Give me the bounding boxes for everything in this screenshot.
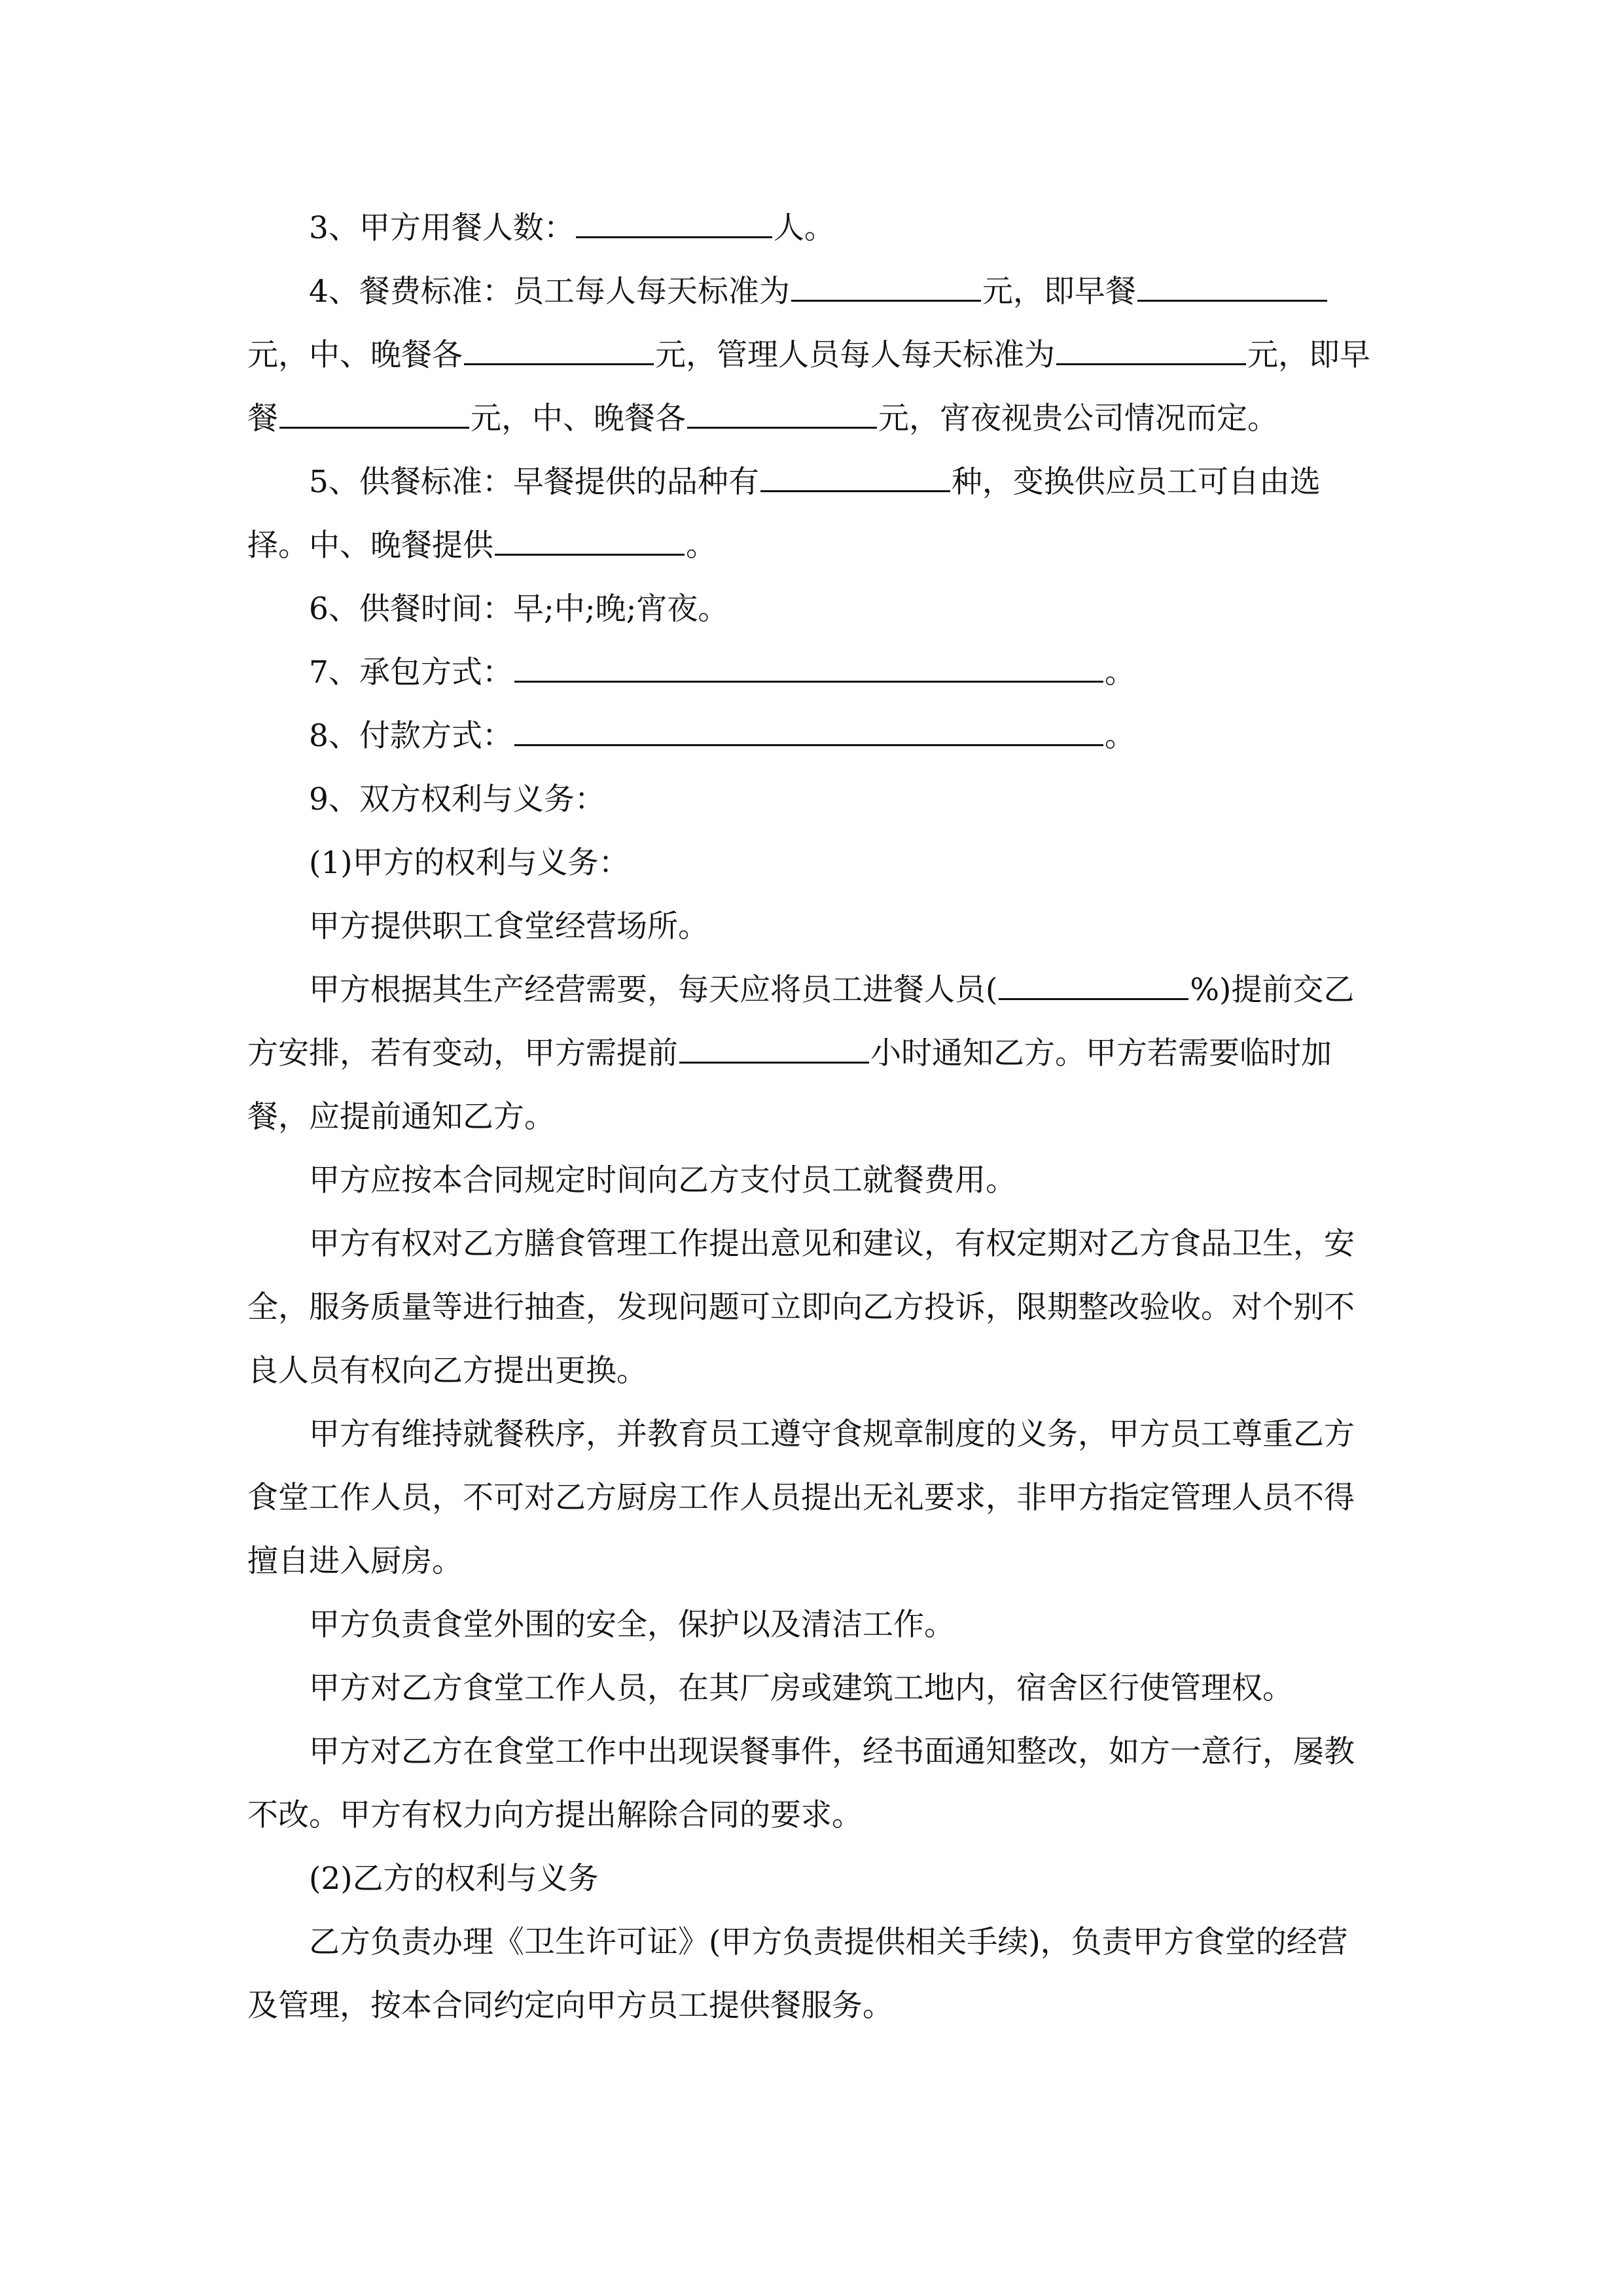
paragraph-7-contract-method: 7、承包方式： 。 bbox=[247, 641, 1376, 704]
party-a-clause: 甲方有权对乙方膳食管理工作提出意见和建议，有权定期对乙方食品卫生，安全，服务质量等进行抽查，发现问题可立即向乙方投诉，限期整改验收。对个别不良人员有权向乙方提出更换。 bbox=[247, 1226, 1355, 1389]
staff-daily-fee-blank[interactable] bbox=[791, 269, 981, 302]
staff-lunch-dinner-fee-blank[interactable] bbox=[464, 332, 654, 365]
manager-breakfast-fee-blank[interactable] bbox=[279, 396, 469, 429]
party-a-heading: (1)甲方的权利与义务： bbox=[309, 845, 630, 881]
party-a-clause: 甲方有维持就餐秩序，并教育员工遵守食规章制度的义务，甲方员工尊重乙方食堂工作人员，不可对乙方厨房工作人员提出无礼要求，非甲方指定管理人员不得擅自进入厨房。 bbox=[247, 1416, 1355, 1579]
lunch-dinner-provision-blank[interactable] bbox=[495, 523, 685, 556]
paragraph-5-supply-standard: 5、供餐标准：早餐提供的品种有 种，变换供应员工可自由选择。中、晚餐提供 。 bbox=[247, 450, 1376, 577]
document-body bbox=[247, 196, 1376, 2037]
manager-lunch-dinner-fee-blank[interactable] bbox=[687, 396, 877, 429]
party-a-clause: 甲方对乙方食堂工作人员，在其厂房或建筑工地内，宿舍区行使管理权。 bbox=[309, 1670, 1293, 1706]
breakfast-varieties-blank[interactable] bbox=[760, 459, 950, 492]
notice-hours-blank[interactable] bbox=[679, 1031, 869, 1064]
party-a-clause: 甲方应按本合同规定时间向乙方支付员工就餐费用。 bbox=[309, 1162, 1016, 1198]
party-b-clause: 乙方负责办理《卫生许可证》(甲方负责提供相关手续)，负责甲方食堂的经营及管理，按本合同约定向甲方员工提供餐服务。 bbox=[247, 1924, 1348, 2024]
diner-count-blank[interactable] bbox=[576, 206, 772, 238]
contract-method-blank[interactable] bbox=[514, 650, 1103, 683]
manager-daily-fee-blank[interactable] bbox=[1056, 332, 1246, 365]
paragraph-8-payment-method: 8、付款方式： 。 bbox=[247, 704, 1376, 768]
paragraph-4-meal-fee: 4、餐费标准：员工每人每天标准为 元，即早餐元，中、晚餐各 元，管理人员每人每天标准为 元，即早餐 元，中、晚餐各 元，宵夜视贵公司情况而定。 bbox=[247, 260, 1376, 450]
staff-breakfast-fee-blank[interactable] bbox=[1137, 269, 1327, 302]
paragraph-9-rights-obligations: 9、双方权利与义务： bbox=[309, 781, 605, 817]
party-a-clause: 甲方提供职工食堂经营场所。 bbox=[309, 908, 709, 944]
party-a-clause: 甲方根据其生产经营需要，每天应将员工进餐人员( %)提前交乙方安排，若有变动，甲方需提前 小时通知乙方。甲方若需要临时加餐，应提前通知乙方。 bbox=[247, 958, 1376, 1149]
payment-method-blank[interactable] bbox=[514, 713, 1103, 746]
paragraph-3-diners: 3、甲方用餐人数： 人。 bbox=[247, 196, 1376, 260]
party-a-clause: 甲方负责食堂外围的安全，保护以及清洁工作。 bbox=[309, 1607, 955, 1643]
party-a-clause: 甲方对乙方在食堂工作中出现误餐事件，经书面通知整改，如方一意行，屡教不改。甲方有权力向方提出解除合同的要求。 bbox=[247, 1734, 1355, 1833]
party-b-heading: (2)乙方的权利与义务 bbox=[309, 1861, 599, 1897]
paragraph-6-meal-times: 6、供餐时间：早;中;晚;宵夜。 bbox=[309, 591, 729, 627]
diner-percent-blank[interactable] bbox=[999, 967, 1188, 1000]
